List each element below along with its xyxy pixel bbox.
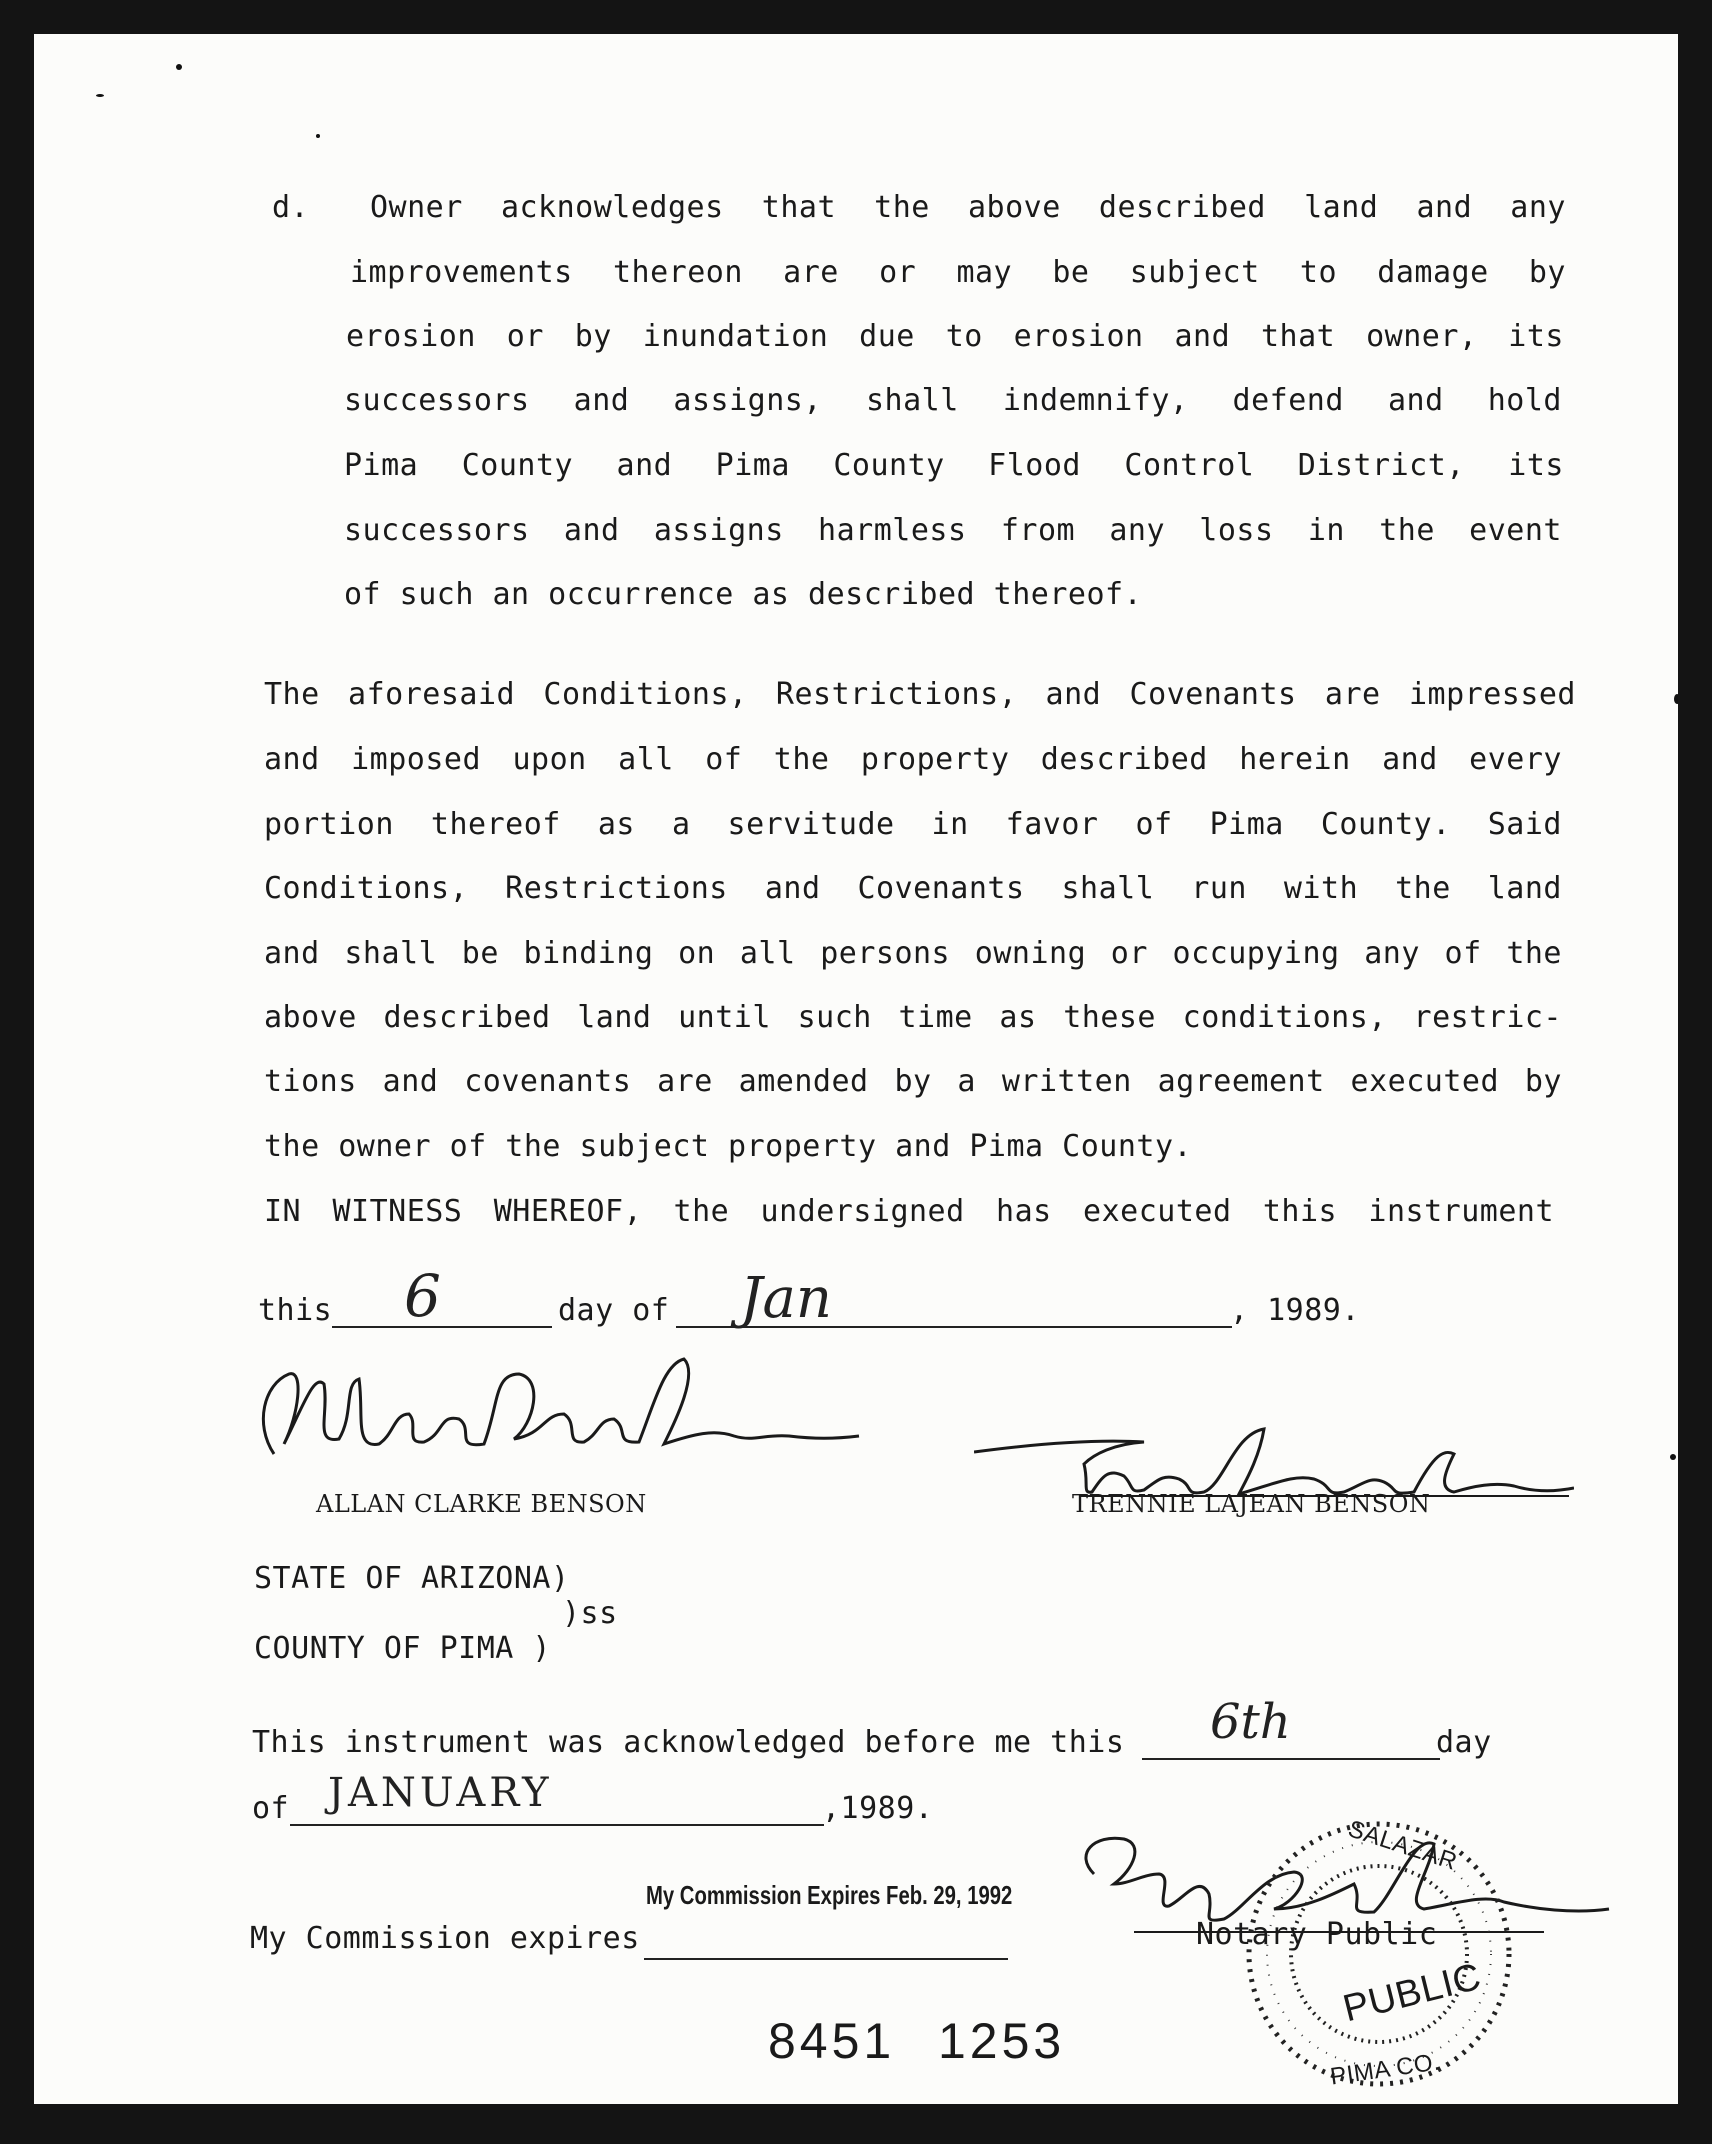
commission-stamp: My Commission Expires Feb. 29, 1992 <box>646 1880 1013 1910</box>
left-signer-name: ALLAN CLARKE BENSON <box>316 1490 647 1518</box>
right-signer-name: TRENNIE LAJEAN BENSON <box>1072 1490 1431 1518</box>
day-value-handwritten: 6 <box>404 1262 441 1330</box>
paragraph-d-line: successors and assigns, shall indemnify, defend and hold <box>344 383 1562 418</box>
commission-label: My Commission expires <box>250 1921 640 1956</box>
left-signature <box>244 1344 864 1484</box>
conditions-line: the owner of the subject property and Pima County. <box>264 1129 1193 1164</box>
ack-day-label: day <box>1436 1725 1492 1760</box>
paragraph-d-line: of such an occurrence as described thereof. <box>344 577 1143 612</box>
notary-label: Notary Public <box>1196 1917 1438 1952</box>
seal-text-bottom: PIMA CO. <box>1328 2048 1442 2091</box>
conditions-line: and shall be binding on all persons owning or occupying any of the <box>264 936 1562 971</box>
document-number-page: 1253 <box>938 2013 1066 2069</box>
paragraph-d-line: successors and assigns harmless from any loss in the event <box>344 513 1562 548</box>
seal-text-center: PUBLIC <box>1339 1955 1486 2031</box>
year-label: , 1989. <box>1230 1293 1360 1328</box>
ack-year-label: ,1989. <box>822 1791 934 1826</box>
month-value-handwritten: Jan <box>740 1266 832 1331</box>
photocopy-speck <box>176 64 182 70</box>
ack-day-handwritten: 6th <box>1210 1694 1291 1750</box>
venue-ss: )ss <box>562 1596 618 1631</box>
seal-text-top: SALAZAR <box>1344 1815 1461 1876</box>
paragraph-d-marker: d. <box>272 190 310 225</box>
conditions-line: The aforesaid Conditions, Restrictions, and Covenants are impressed <box>264 677 1576 712</box>
ack-day-blank <box>1142 1758 1440 1760</box>
venue-county: COUNTY OF PIMA ) <box>254 1631 551 1666</box>
conditions-line: and imposed upon all of the property described herein and every <box>264 742 1562 777</box>
conditions-line: above described land until such time as these conditions, restric- <box>264 1000 1562 1035</box>
day-of-label: day of <box>558 1293 670 1328</box>
ack-month-handwritten: JANUARY <box>328 1770 553 1816</box>
conditions-line: Conditions, Restrictions and Covenants shall run with the land <box>264 871 1562 906</box>
conditions-line: tions and covenants are amended by a written agreement executed by <box>264 1064 1562 1099</box>
document-page <box>34 34 1678 2104</box>
photocopy-speck <box>316 134 320 138</box>
ack-of-label: of <box>252 1791 290 1826</box>
paragraph-d-line: Owner acknowledges that the above described land and any <box>370 190 1566 225</box>
acknowledgment-line: This instrument was acknowledged before me this <box>252 1725 1125 1760</box>
commission-blank <box>644 1958 1008 1960</box>
day-blank <box>332 1326 552 1328</box>
photocopy-speck <box>96 94 104 97</box>
witness-line: IN WITNESS WHEREOF, the undersigned has executed this instrument <box>264 1194 1554 1229</box>
conditions-line: portion thereof as a servitude in favor of Pima County. Said <box>264 807 1562 842</box>
this-label: this <box>258 1293 333 1328</box>
paragraph-d-line: improvements thereon are or may be subject to damage by <box>350 255 1566 290</box>
paragraph-d-line: Pima County and Pima County Flood Control District, its <box>344 448 1564 483</box>
paragraph-d-line: erosion or by inundation due to erosion and that owner, its <box>346 319 1564 354</box>
photocopy-speck <box>1670 1454 1676 1460</box>
venue-state: STATE OF ARIZONA) <box>254 1561 570 1596</box>
ack-month-blank <box>290 1824 824 1826</box>
document-number-docket: 8451 <box>768 2013 896 2069</box>
photocopy-speck <box>1674 694 1678 704</box>
